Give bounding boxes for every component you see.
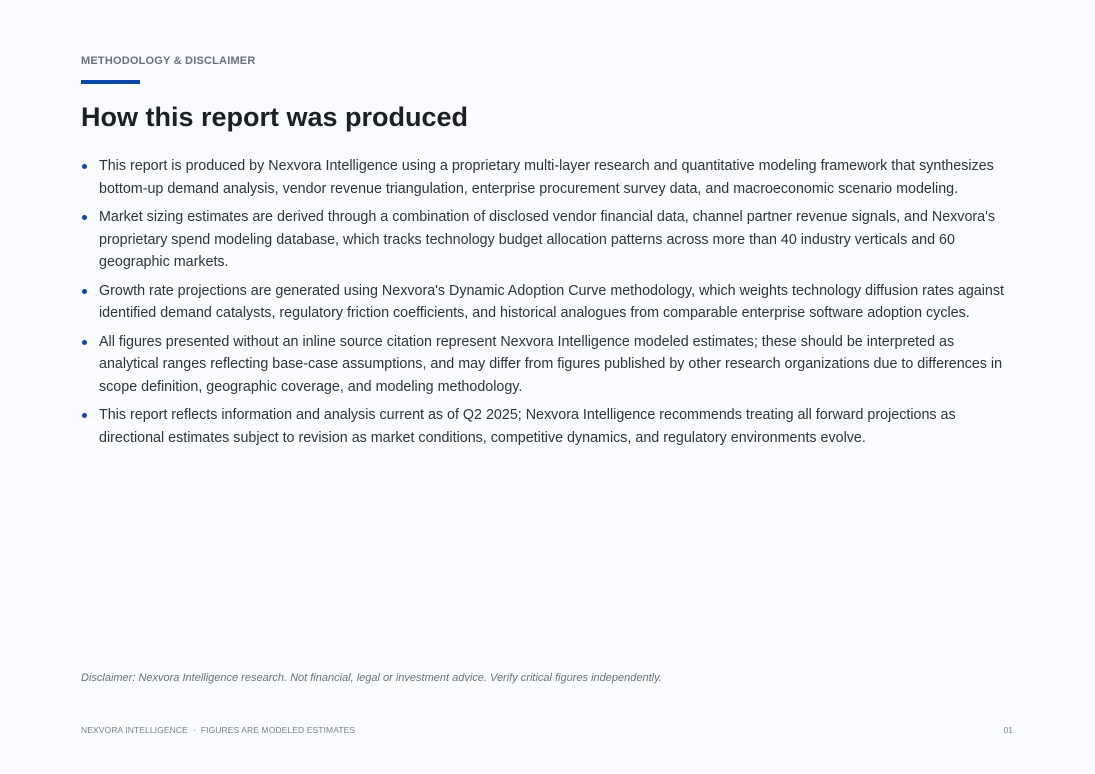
bullet-text: Growth rate projections are generated using Nexvora's Dynamic Adoption Curve methodology, which weights technology diffusion rates against identified demand catalysts, regulatory friction coefficients, and historical analogues from comparable enterprise software adoption cycles. xyxy=(99,282,1004,321)
bullet-text: Market sizing estimates are derived through a combination of disclosed vendor financial data, channel partner revenue signals, and Nexvora's proprietary spend modeling database, which tracks technology budget allocation patterns across more than 40 industry verticals and 60 geographic markets. xyxy=(99,209,995,270)
bullet-item xyxy=(81,280,1006,325)
bullet-dot-icon xyxy=(82,413,87,418)
page-title: How this report was produced xyxy=(81,102,469,132)
bullet-dot-icon xyxy=(82,164,87,169)
bullet-item xyxy=(81,155,1006,200)
bullet-item xyxy=(81,331,1006,399)
bullet-dot-icon xyxy=(82,289,87,294)
footer-left xyxy=(81,725,355,735)
bullet-text: This report is produced by Nexvora Intelligence using a proprietary multi-layer research and quantitative modeling framework that synthesizes bottom-up demand analysis, vendor revenue triangulation, enterprise procurement survey data, and macroeconomic scenario modeling. xyxy=(99,158,994,197)
bullet-dot-icon xyxy=(82,215,87,220)
footer-separator: · xyxy=(192,725,196,735)
page-number: 01 xyxy=(1003,725,1013,735)
section-eyebrow: METHODOLOGY & DISCLAIMER xyxy=(81,55,256,67)
accent-bar xyxy=(81,80,140,84)
methodology-bullet-list xyxy=(81,155,1006,455)
bullet-item xyxy=(81,404,1006,449)
bullet-text: All figures presented without an inline source citation represent Nexvora Intelligence modeled estimates; these should be interpreted as analytical ranges reflecting base-case assumptions, and may differ from figures published by other research organizations due to differences in scope definition, geographic coverage, and modeling methodology. xyxy=(99,333,1003,395)
footer-brand: NEXVORA INTELLIGENCE xyxy=(81,725,188,735)
footer-note: FIGURES ARE MODELED ESTIMATES xyxy=(200,725,356,735)
bullet-dot-icon xyxy=(82,340,87,345)
bullet-text: This report reflects information and analysis current as of Q2 2025; Nexvora Intelligence recommends treating all forward projections as directional estimates subject to revision as market conditions, competitive dynamics, and regulatory environments evolve. xyxy=(99,407,956,446)
bullet-item xyxy=(81,206,1006,274)
disclaimer-text: Disclaimer: Nexvora Intelligence research. Not financial, legal or investment advice. Verify critical figures independently. xyxy=(81,672,662,684)
